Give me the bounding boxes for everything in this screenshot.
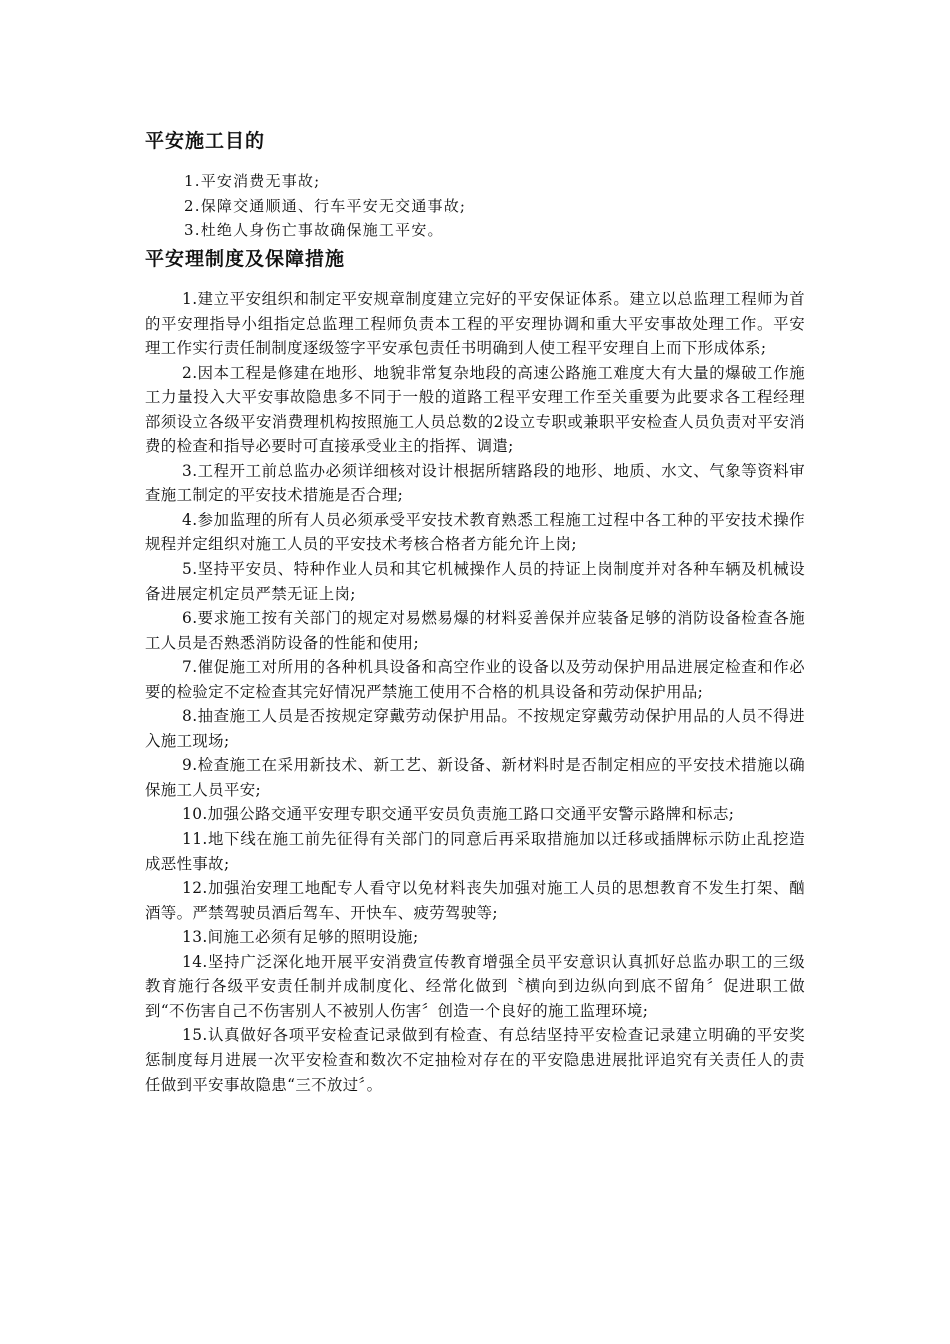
measure-paragraph: 2.因本工程是修建在地形、地貌非常复杂地段的高速公路施工难度大有大量的爆破工作施工力量投入大平安事故隐患多不同于一般的道路工程平安理工作至关重要为此要求各工程经理部须设立各级平安消费理机构按照施工人员总数的2设立专职或兼职平安检查人员负责对平安消费的检查和指导必要时可直接承受业主的指挥、调遣; [145,363,805,456]
measure-paragraph: 15.认真做好各项平安检查记录做到有检查、有总结坚持平安检查记录建立明确的平安奖惩制度每月进展一次平安检查和数次不定抽检对存在的平安隐患进展批评追究有关责任人的责任做到平安事故隐患“三不放过〞。 [145,1026,805,1094]
section-heading-safety-management: 平安理制度及保障措施 [145,248,346,270]
goal-item: 1.平安消费无事故; [184,172,321,190]
measures-body [145,287,805,1097]
measure-paragraph: 9.检查施工在采用新技术、新工艺、新设备、新材料时是否制定相应的平安技术措施以确保施工人员平安; [145,756,805,799]
measure-paragraph: 5.坚持平安员、特种作业人员和其它机械操作人员的持证上岗制度并对各种车辆及机械设备进展定机定员严禁无证上岗; [145,560,805,603]
measure-paragraph: 6.要求施工按有关部门的规定对易燃易爆的材料妥善保并应装备足够的消防设备检查各施工人员是否熟悉消防设备的性能和使用; [145,609,805,652]
measure-paragraph: 4.参加监理的所有人员必须承受平安技术教育熟悉工程施工过程中各工种的平安技术操作规程并定组织对施工人员的平安技术考核合格者方能允许上岗; [145,510,805,554]
measure-paragraph: 1.建立平安组织和制定平安规章制度建立完好的平安保证体系。建立以总监理工程师为首的平安理指导小组指定总监理工程师负责本工程的平安理协调和重大平安事故处理工作。平安理工作实行责任制制度逐级签字平安承包责任书明确到人使工程平安理自上而下形成体系; [145,290,805,358]
measure-paragraph: 8.抽查施工人员是否按规定穿戴劳动保护用品。不按规定穿戴劳动保护用品的人员不得进入施工现场; [145,707,805,750]
goal-item: 2.保障交通顺通、行车平安无交通事故; [184,197,467,215]
goal-item: 3.杜绝人身伤亡事故确保施工平安。 [184,221,444,239]
measure-paragraph: 3.工程开工前总监办必须详细核对设计根据所辖路段的地形、地质、水文、气象等资料审查施工制定的平安技术措施是否合理; [145,461,805,505]
measure-paragraph: 7.催促施工对所用的各种机具设备和高空作业的设备以及劳动保护用品进展定检查和作必要的检验定不定检查其完好情况严禁施工使用不合格的机具设备和劳动保护用品; [145,658,805,701]
measure-paragraph: 13.间施工必须有足够的照明设施; [182,928,419,947]
section-heading-safety-goals: 平安施工目的 [145,130,266,152]
measure-paragraph: 11.地下线在施工前先征得有关部门的同意后再采取措施加以迁移或插牌标示防止乱挖造成恶性事故; [145,830,805,873]
measure-paragraph: 12.加强治安理工地配专人看守以免材料丧失加强对施工人员的思想教育不发生打架、酗酒等。严禁驾驶员酒后驾车、开快车、疲劳驾驶等; [145,879,805,922]
measure-paragraph: 14.坚持广泛深化地开展平安消费宣传教育增强全员平安意识认真抓好总监办职工的三级教育施行各级平安责任制并成制度化、经常化做到〝横向到边纵向到底不留角〞促进职工做到“不伤害自己不伤害别人不被别人伤害〞创造一个良好的施工监理环境; [145,952,805,1020]
measure-paragraph: 10.加强公路交通平安理专职交通平安员负责施工路口交通平安警示路牌和标志; [182,805,735,824]
